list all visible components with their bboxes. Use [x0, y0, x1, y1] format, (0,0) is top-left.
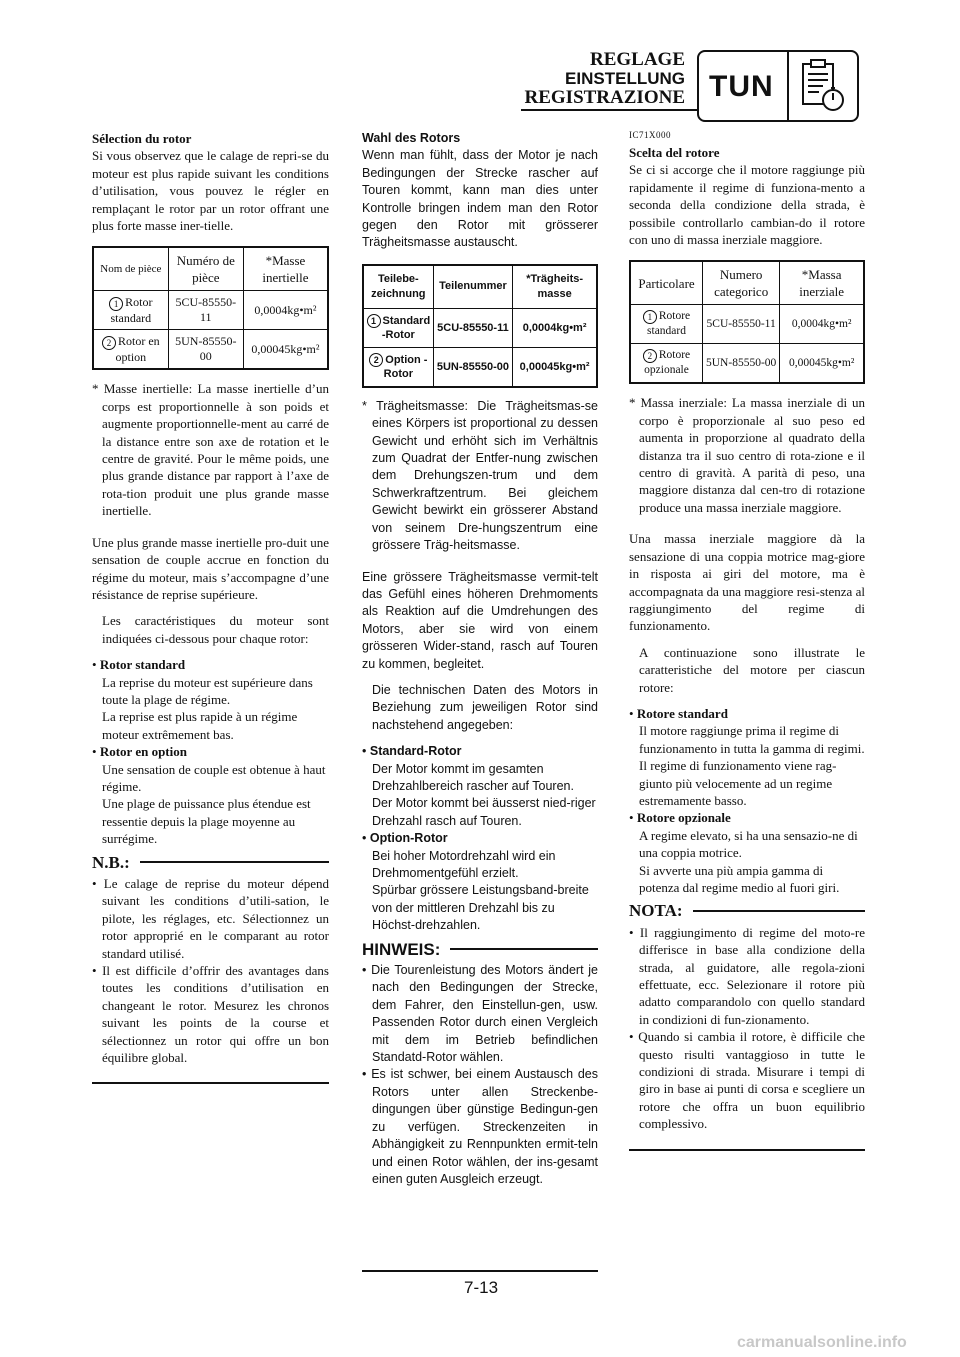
rotor-table — [362, 264, 598, 388]
title-it: REGISTRAZIONE — [524, 87, 685, 108]
table-row — [630, 305, 864, 344]
characteristics-intro: A continuazione sono illustrate le caratteristiche del motore per ciascun rotore: — [639, 644, 865, 695]
part-name-cell — [363, 308, 433, 347]
bullet-line: Der Motor kommt im gesamten Drehzahlbereich rascher auf Touren. — [372, 761, 574, 793]
bullet-line: La reprise est plus rapide à un régime moteur extrêmement bas. — [102, 709, 298, 742]
page-number: 7-13 — [464, 1278, 499, 1297]
bullet-line: Der Motor kommt bei äusserst nied-riger Drehzahl rasch auf Touren. — [372, 796, 596, 828]
title-de: EINSTELLUNG — [565, 69, 685, 88]
characteristics-intro: Les caractéristiques du moteur sont indiquées ci-dessous pour chaque rotor: — [102, 613, 329, 646]
reference-code: IC71X000 — [629, 130, 671, 140]
note-header — [362, 941, 598, 958]
note-title: N.B.: — [92, 852, 130, 872]
part-name: Rotore opzionale — [644, 349, 691, 377]
bullet-item: • Rotore standard — [629, 705, 728, 721]
footnote: * Massa inerziale: La massa inerziale di un corpo è proporzionale al suo peso ed aumenta in proporzione al quadrato della distanza tra il suo centro di rota-zione e il centro di gravità. A parità di peso, una maggiore distanza dal cen-tro di rotazione produce una massa inerziale maggiore. — [629, 395, 865, 515]
inertia-mass: 0,00045kg•m² — [513, 347, 597, 387]
part-name: Standard -Rotor — [381, 314, 431, 341]
bullet-line: Une plage de puissance plus étendue est ressentie depuis la plage moyenne au surrégime. — [102, 796, 311, 847]
part-name-cell — [93, 330, 168, 370]
characteristics-intro: Die technischen Daten des Motors in Beziehung zum jeweiligen Rotor sind nachstehend angegeben: — [372, 682, 598, 732]
bullet-item: • Standard-Rotor — [362, 744, 462, 759]
bullet-title: Rotore standard — [636, 705, 728, 721]
note-item: • Il raggiungimento di regime del moto-re differisce in base alla condizione della strada, al guidatore, alle regola-zioni effettuate, ecc. Selezionare il rotore più adatto comparandolo con quello standard in condizioni di fun-zionamento. — [629, 924, 865, 1027]
table-header: Teilenummer — [433, 265, 513, 309]
bullet-line: Bei hoher Motordrehzahl wird ein Drehmomentgefühl erzielt. — [372, 848, 556, 880]
callout-number: 1 — [109, 297, 123, 311]
inertia-mass: 0,0004kg•m² — [780, 305, 864, 344]
table-header: Particolare — [630, 261, 703, 305]
inertia-mass: 0,0004kg•m² — [243, 291, 328, 330]
title-fr: REGLAGE — [589, 49, 685, 70]
header-rule — [521, 109, 697, 111]
section-badge — [697, 50, 859, 122]
note-end-rule — [92, 1082, 329, 1084]
table-header: Teilebe-zeichnung — [363, 265, 433, 309]
inertia-mass: 0,00045kg•m² — [780, 344, 864, 384]
bullet-line: Si avverte una più ampia gamma di potenza dal regime medio al fuori giri. — [639, 862, 840, 895]
note-item: • Es ist schwer, bei einem Austausch des Rotors unter allen Streckenbe-dingungen über günstige Bedingun-gen zu verfügen. Streckenzeiten in Abhängigkeit zu Rennpunkten ermit-teln und einen Rotor wählen, der ins-gesamt einen guten Ausgleich erzeugt. — [362, 1067, 598, 1186]
note-title: NOTA: — [629, 901, 683, 921]
note-item: • Il est difficile d’offrir des avantages dans toutes les conditions d’utilisation en changeant le rotor. Mesurez les chronos suivant les points de la course et sélectionnez un rotor qui offre un bon équilibre global. — [92, 963, 329, 1066]
bullet-item: • Rotor standard — [92, 657, 186, 673]
table-header: Nom de pièce — [93, 247, 168, 291]
table-row — [630, 344, 864, 384]
footnote: * Masse inertielle: La masse inertielle d’un corps est proportionnelle à son poids et augmente proportionnelle-ment au carré de la distance entre son axe de rotation et le centre de gravité. Pour le même poids, une plus grande distance par rapport à l’axe de rota-tion produit une plus grande masse inertielle. — [92, 381, 329, 519]
column-french — [92, 130, 329, 1084]
table-header-row — [630, 261, 864, 305]
intro-text: Si vous observez que le calage de repri-se du moteur est plus rapide suivant les conditions d’utilisation, vous pouvez le régler en remplaçant le rotor par un rotor offrant une plus forte masse iner-tielle. — [92, 148, 329, 234]
intro-text: Se ci si accorge che il motore raggiunge più rapidamente il regime di funziona-mento a seconda della condizione della strada, è possibile controllarlo cambian-do il rotore con uno di massa inerziale maggiore. — [629, 162, 865, 248]
bullet-item: • Rotor en option — [92, 744, 187, 760]
bullet-line: Il motore raggiunge prima il regime di funzionamento in tutta la gamma di regimi. — [639, 723, 865, 756]
note-end-rule — [629, 1149, 865, 1151]
section-code: TUN — [709, 70, 774, 103]
rotor-table — [92, 246, 329, 370]
table-row — [363, 347, 597, 387]
heading: Sélection du rotor — [92, 131, 192, 146]
bullet-line: Spürbar grössere Leistungsband-breite von der mittleren Drehzahl bis zu Höchst-drehzahlen. — [372, 883, 589, 933]
paragraph: Una massa inerziale maggiore dà la sensazione di una coppia motrice mag-giore in risposta ai giri del motore, ma è accompagnata da una maggiore resi-stenza al raggiungimento del regime di funzionamento. — [629, 531, 865, 634]
intro-text: Wenn man fühlt, dass der Motor je nach Bedingungen der Strecke rascher auf Touren kommt, kann man dies unter Kontrolle bringen indem man den Rotor gegen den Rotor mit grösserer Trägheitsmasse austauscht. — [362, 148, 598, 250]
rotor-table — [629, 260, 865, 384]
part-name: Rotore standard — [647, 310, 691, 338]
bullet-item: • Rotore opzionale — [629, 810, 731, 826]
table-row — [93, 291, 328, 330]
part-name-cell — [630, 305, 703, 344]
table-row — [93, 330, 328, 370]
column-italian — [629, 130, 865, 1151]
note-item: • Die Tourenleistung des Motors ändert je nach den Bedingungen der Strecke, dem Fahrer, den Einstellun-gen, usw. Passenden Rotor durch einen Vergleich mit dem im Betrieb befindlichen Standatd-Rotor wählen. — [362, 963, 598, 1065]
table-header: Numéro de pièce — [168, 247, 243, 291]
paragraph: Eine grössere Trägheitsmasse vermit-telt das Gefühl eines höheren Drehmoments als Reaktion auf die Umdrehungen des Motors, aber sie wird von einem grösseren Wider-stand, rasch auf Touren zu kommen, begleitet. — [362, 569, 598, 671]
table-header: *Masse inertielle — [243, 247, 328, 291]
inertia-mass: 0,0004kg•m² — [513, 308, 597, 347]
bullet-line: Une sensation de couple est obtenue à haut régime. — [102, 761, 326, 794]
bullet-title: Rotor standard — [99, 657, 186, 673]
table-header: Numero categorico — [703, 261, 780, 305]
table-header-row — [93, 247, 328, 291]
callout-number: 2 — [643, 349, 657, 363]
table-header: *Trägheits-masse — [513, 265, 597, 309]
heading: Scelta del rotore — [629, 145, 720, 160]
part-number: 5UN-85550-00 — [433, 347, 513, 387]
callout-number: 2 — [369, 353, 383, 367]
part-number: 5UN-85550-00 — [703, 344, 780, 384]
bullet-title: Standard-Rotor — [369, 744, 462, 759]
part-name: Option -Rotor — [383, 353, 428, 380]
bullet-title: Rotore opzionale — [636, 810, 731, 826]
heading: Wahl des Rotors — [362, 131, 461, 145]
bullet-line: Il regime di funzionamento viene rag-giunto più velocemente ad un regime estremamente basso. — [639, 758, 837, 808]
paragraph: Une plus grande masse inertielle pro-duit une sensation de couple accrue en fonction du régime du moteur, mais s’accompagne d’une résistance de reprise supérieure. — [92, 534, 329, 602]
note-header — [92, 854, 329, 871]
column-german — [362, 130, 598, 1188]
bullet-title: Option-Rotor — [369, 831, 448, 846]
part-name: Rotor en option — [115, 334, 160, 364]
bullet-title: Rotor en option — [99, 744, 187, 760]
bullet-line: A regime elevato, si ha una sensazio-ne di una coppia motrice. — [639, 827, 858, 861]
part-name-cell — [93, 291, 168, 330]
callout-number: 2 — [102, 336, 116, 350]
footnote: * Trägheitsmasse: Die Trägheitsmas-se eines Körpers ist proportional zu dessen Gewicht und erhöht sich im Verhältnis zum Quadrat der Entfer-nung zwischen dem Drehungszen-trum und dem Schwerkraftzentrum. Bei gleichem Gewicht bewirkt ein grösserer Abstand von seinem Dre-hungszentrum eine grössere Träg-heitsmasse. — [362, 398, 598, 553]
part-name-cell — [630, 344, 703, 384]
bullet-line: La reprise du moteur est supérieure dans toute la plage de régime. — [102, 674, 313, 707]
part-number: 5CU-85550-11 — [433, 308, 513, 347]
callout-number: 1 — [643, 310, 657, 324]
watermark: carmanualsonline.info — [737, 1334, 907, 1351]
part-number: 5CU-85550-11 — [168, 291, 243, 330]
note-item: • Le calage de reprise du moteur dépend suivant les conditions d’utili-sation, le pilote, les réglages, etc. Sélectionnez un rotor approprié en le comparant au rotor standard utilisé. — [92, 876, 329, 961]
clipboard-stopwatch-icon — [799, 58, 849, 114]
table-header: *Massa inerziale — [780, 261, 864, 305]
callout-number: 1 — [367, 314, 381, 328]
part-number: 5CU-85550-11 — [703, 305, 780, 344]
bullet-item: • Option-Rotor — [362, 831, 448, 846]
table-row — [363, 308, 597, 347]
part-number: 5UN-85550-00 — [168, 330, 243, 370]
note-title: HINWEIS: — [362, 939, 441, 959]
part-name: Rotor standard — [110, 295, 153, 325]
note-item: • Quando si cambia il rotore, è difficile che questo risulti vantaggioso in tutte le condizioni di strada. Misurare i tempi di giro in base ai punti di corsa e scegliere un rotore che offra un buon equilibrio complessivo. — [629, 1029, 865, 1132]
part-name-cell — [363, 347, 433, 387]
table-header-row — [363, 265, 597, 309]
inertia-mass: 0,00045kg•m² — [243, 330, 328, 370]
note-header — [629, 902, 865, 919]
footer-rule — [362, 1270, 598, 1272]
section-titles — [525, 50, 686, 107]
